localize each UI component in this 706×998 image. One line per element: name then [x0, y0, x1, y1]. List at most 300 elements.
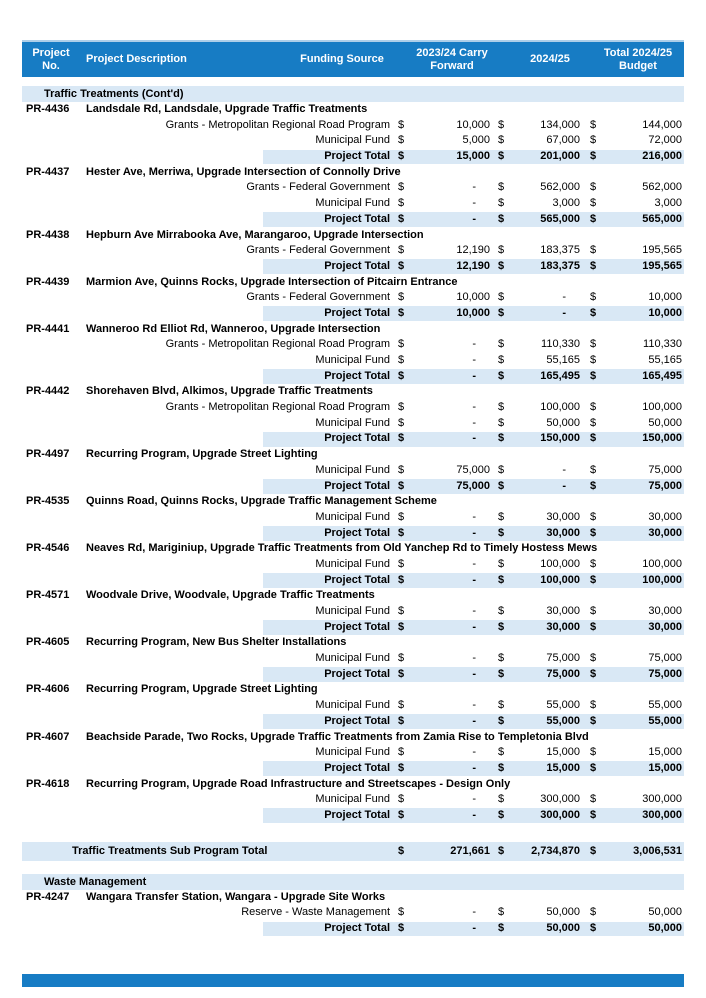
project-total-row [22, 667, 684, 683]
total-budget-amount: 30,000 [648, 510, 682, 523]
currency-symbol: $ [590, 573, 597, 586]
carry-forward-cell [398, 842, 490, 861]
project-description: Hepburn Ave Mirrabooka Ave, Marangaroo, Upgrade Intersection [86, 228, 424, 241]
year-2024-25-amount: 100,000 [540, 557, 580, 570]
total-budget-cell [590, 761, 682, 777]
year-2024-25-amount: 183,375 [540, 259, 580, 272]
currency-symbol: $ [398, 714, 405, 727]
carry-forward-amount: 10,000 [456, 306, 490, 319]
total-budget-cell [590, 667, 682, 683]
currency-symbol: $ [398, 197, 405, 210]
project-title-row [22, 494, 684, 510]
currency-symbol: $ [498, 118, 505, 131]
funding-line-row [22, 416, 684, 432]
currency-symbol: $ [498, 338, 505, 351]
funding-source-label: Project Total [324, 479, 390, 492]
carry-forward-amount: - [472, 510, 476, 523]
currency-symbol: $ [590, 354, 597, 366]
total-budget-cell [590, 149, 682, 165]
funding-source-label: Grants - Federal Government [246, 244, 390, 257]
project-number: PR-4442 [26, 385, 70, 398]
table-header-row [22, 40, 684, 77]
currency-symbol: $ [398, 338, 405, 351]
carry-forward-cell [398, 698, 490, 714]
total-budget-cell [590, 479, 682, 495]
funding-source-label: Municipal Fund [315, 652, 390, 665]
currency-symbol: $ [590, 479, 597, 492]
total-budget-amount: 10,000 [648, 306, 682, 319]
header-project-no: Project No. [32, 47, 70, 72]
total-budget-cell [590, 808, 682, 824]
project-title-row [22, 384, 684, 400]
currency-symbol: $ [590, 212, 597, 225]
carry-forward-cell [398, 133, 490, 149]
funding-source-label: Municipal Fund [315, 510, 390, 523]
year-2024-25-cell [498, 698, 580, 714]
funding-source-label: Grants - Metropolitan Regional Road Program [165, 118, 390, 131]
project-title-row [22, 322, 684, 338]
year-2024-25-cell [498, 337, 580, 353]
year-2024-25-cell [498, 510, 580, 526]
currency-symbol: $ [590, 844, 597, 857]
currency-symbol: $ [498, 667, 505, 680]
currency-symbol: $ [498, 620, 505, 633]
currency-symbol: $ [398, 416, 405, 429]
currency-symbol: $ [498, 526, 505, 539]
total-budget-cell [590, 698, 682, 714]
total-budget-amount: 100,000 [642, 401, 682, 414]
total-budget-amount: 75,000 [648, 463, 682, 476]
project-number: PR-4546 [26, 542, 70, 555]
carry-forward-amount: - [472, 605, 476, 617]
funding-source-label: Municipal Fund [315, 463, 390, 476]
total-budget-cell [590, 337, 682, 353]
project-number: PR-4535 [26, 495, 70, 508]
carry-forward-cell [398, 905, 490, 921]
total-budget-amount: 15,000 [648, 746, 682, 759]
currency-symbol: $ [498, 416, 505, 429]
page-footer-bar [22, 974, 684, 987]
carry-forward-amount: - [472, 761, 476, 774]
total-budget-cell [590, 510, 682, 526]
carry-forward-amount: - [472, 416, 476, 429]
total-budget-amount: 216,000 [642, 150, 682, 163]
funding-source-label: Project Total [324, 150, 390, 163]
total-budget-amount: 3,000 [654, 197, 682, 210]
total-budget-cell [590, 353, 682, 369]
header-2024-25: 2024/25 [530, 53, 570, 66]
year-2024-25-cell [498, 118, 580, 134]
carry-forward-amount: - [472, 922, 476, 934]
carry-forward-cell [398, 353, 490, 369]
total-budget-cell [590, 526, 682, 542]
funding-source-label: Grants - Metropolitan Regional Road Program [165, 338, 390, 351]
total-budget-cell [590, 180, 682, 196]
project-total-row [22, 306, 684, 322]
carry-forward-cell [398, 400, 490, 416]
funding-source-label: Municipal Fund [315, 746, 390, 759]
project-number: PR-4571 [26, 589, 70, 602]
total-budget-cell [590, 921, 682, 937]
currency-symbol: $ [498, 306, 505, 319]
year-2024-25-cell [498, 745, 580, 761]
carry-forward-cell [398, 745, 490, 761]
total-budget-cell [590, 573, 682, 589]
year-2024-25-amount: 150,000 [540, 432, 580, 445]
currency-symbol: $ [398, 699, 405, 712]
year-2024-25-cell [498, 400, 580, 416]
total-budget-amount: 562,000 [642, 181, 682, 194]
project-number: PR-4618 [26, 777, 70, 790]
total-budget-amount: 30,000 [648, 526, 682, 539]
project-total-row [22, 259, 684, 275]
currency-symbol: $ [590, 793, 597, 806]
currency-symbol: $ [398, 526, 405, 539]
project-total-row [22, 808, 684, 824]
carry-forward-amount: - [472, 369, 476, 382]
currency-symbol: $ [398, 808, 405, 821]
funding-line-row [22, 557, 684, 573]
total-budget-cell [590, 463, 682, 479]
carry-forward-cell [398, 792, 490, 808]
currency-symbol: $ [398, 746, 405, 759]
year-2024-25-amount: - [562, 463, 566, 476]
carry-forward-cell [398, 526, 490, 542]
currency-symbol: $ [498, 714, 505, 727]
table-body [22, 86, 684, 937]
sub-program-total-label: Traffic Treatments Sub Program Total [72, 844, 268, 857]
carry-forward-amount: 12,190 [456, 244, 490, 257]
year-2024-25-amount: 50,000 [546, 922, 580, 934]
carry-forward-amount: - [472, 526, 476, 539]
funding-line-row [22, 196, 684, 212]
carry-forward-amount: 75,000 [456, 479, 490, 492]
currency-symbol: $ [498, 197, 505, 210]
funding-line-row [22, 180, 684, 196]
project-title-row [22, 541, 684, 557]
year-2024-25-cell [498, 479, 580, 495]
year-2024-25-amount: 2,734,870 [531, 844, 580, 857]
currency-symbol: $ [590, 746, 597, 759]
carry-forward-cell [398, 808, 490, 824]
year-2024-25-amount: 3,000 [552, 197, 580, 210]
currency-symbol: $ [590, 714, 597, 727]
funding-source-label: Project Total [324, 714, 390, 727]
currency-symbol: $ [398, 306, 405, 319]
carry-forward-amount: 10,000 [456, 291, 490, 304]
currency-symbol: $ [590, 605, 597, 617]
year-2024-25-amount: 100,000 [540, 573, 580, 586]
total-budget-cell [590, 306, 682, 322]
funding-source-label: Project Total [324, 808, 390, 821]
funding-source-label: Project Total [324, 620, 390, 633]
project-title-row [22, 275, 684, 291]
year-2024-25-cell [498, 792, 580, 808]
project-title-row [22, 682, 684, 698]
carry-forward-amount: 75,000 [456, 463, 490, 476]
currency-symbol: $ [498, 573, 505, 586]
year-2024-25-amount: 15,000 [546, 746, 580, 759]
funding-source-label: Grants - Metropolitan Regional Road Program [165, 401, 390, 414]
total-budget-amount: 15,000 [648, 761, 682, 774]
project-description: Recurring Program, Upgrade Street Lighting [86, 683, 318, 696]
total-budget-cell [590, 714, 682, 730]
currency-symbol: $ [498, 259, 505, 272]
project-description: Beachside Parade, Two Rocks, Upgrade Traffic Treatments from Zamia Rise to Templetonia Blvd [86, 730, 589, 743]
total-budget-cell [590, 118, 682, 134]
project-number: PR-4605 [26, 636, 70, 649]
carry-forward-amount: - [472, 212, 476, 225]
carry-forward-amount: 15,000 [456, 150, 490, 163]
section-header-row [22, 874, 684, 890]
project-number: PR-4247 [26, 890, 70, 903]
project-description: Woodvale Drive, Woodvale, Upgrade Traffic Treatments [86, 589, 375, 602]
funding-source-label: Project Total [324, 526, 390, 539]
currency-symbol: $ [590, 808, 597, 821]
currency-symbol: $ [498, 922, 505, 934]
funding-line-row [22, 290, 684, 306]
carry-forward-cell [398, 761, 490, 777]
total-budget-cell [590, 133, 682, 149]
carry-forward-amount: - [472, 793, 476, 806]
funding-source-label: Municipal Fund [315, 416, 390, 429]
currency-symbol: $ [590, 922, 597, 934]
currency-symbol: $ [398, 244, 405, 257]
carry-forward-amount: - [472, 620, 476, 633]
total-budget-amount: 3,006,531 [633, 844, 682, 857]
year-2024-25-amount: 75,000 [546, 667, 580, 680]
year-2024-25-cell [498, 921, 580, 937]
currency-symbol: $ [398, 401, 405, 414]
currency-symbol: $ [398, 463, 405, 476]
carry-forward-cell [398, 620, 490, 636]
total-budget-cell [590, 369, 682, 385]
currency-symbol: $ [498, 432, 505, 445]
carry-forward-cell [398, 369, 490, 385]
funding-line-row [22, 792, 684, 808]
header-carry-forward: 2023/24 Carry Forward [416, 47, 488, 72]
funding-source-label: Project Total [324, 667, 390, 680]
section-title: Waste Management [44, 875, 147, 888]
funding-source-label: Project Total [324, 573, 390, 586]
currency-symbol: $ [590, 906, 597, 919]
currency-symbol: $ [398, 150, 405, 163]
carry-forward-cell [398, 479, 490, 495]
header-project-description: Project Description [86, 53, 187, 66]
header-funding-source: Funding Source [300, 53, 384, 66]
year-2024-25-cell [498, 463, 580, 479]
year-2024-25-cell [498, 557, 580, 573]
total-budget-amount: 144,000 [642, 118, 682, 131]
carry-forward-amount: - [472, 906, 476, 919]
project-number: PR-4606 [26, 683, 70, 696]
funding-line-row [22, 510, 684, 526]
year-2024-25-cell [498, 306, 580, 322]
carry-forward-cell [398, 149, 490, 165]
total-budget-amount: 300,000 [642, 793, 682, 806]
project-total-row [22, 479, 684, 495]
year-2024-25-amount: 165,495 [540, 369, 580, 382]
currency-symbol: $ [590, 291, 597, 304]
currency-symbol: $ [398, 479, 405, 492]
year-2024-25-cell [498, 149, 580, 165]
year-2024-25-amount: 300,000 [540, 808, 580, 821]
funding-source-label: Project Total [324, 259, 390, 272]
currency-symbol: $ [398, 291, 405, 304]
sub-program-total-row [22, 842, 684, 861]
currency-symbol: $ [398, 922, 405, 934]
currency-symbol: $ [498, 510, 505, 523]
project-number: PR-4436 [26, 103, 70, 115]
currency-symbol: $ [398, 354, 405, 366]
carry-forward-amount: - [472, 808, 476, 821]
total-budget-amount: 150,000 [642, 432, 682, 445]
funding-source-label: Grants - Federal Government [246, 291, 390, 304]
project-total-row [22, 573, 684, 589]
project-title-row [22, 165, 684, 181]
funding-source-label: Municipal Fund [315, 605, 390, 617]
total-budget-cell [590, 400, 682, 416]
total-budget-cell [590, 212, 682, 228]
currency-symbol: $ [590, 338, 597, 351]
project-total-row [22, 149, 684, 165]
currency-symbol: $ [590, 259, 597, 272]
currency-symbol: $ [498, 793, 505, 806]
funding-source-label: Project Total [324, 369, 390, 382]
carry-forward-cell [398, 557, 490, 573]
carry-forward-cell [398, 667, 490, 683]
funding-line-row [22, 651, 684, 667]
project-description: Landsdale Rd, Landsdale, Upgrade Traffic Treatments [86, 103, 368, 115]
currency-symbol: $ [498, 479, 505, 492]
project-total-row [22, 761, 684, 777]
carry-forward-cell [398, 921, 490, 937]
project-description: Recurring Program, Upgrade Road Infrastructure and Streetscapes - Design Only [86, 777, 511, 790]
total-budget-amount: 55,165 [648, 354, 682, 366]
currency-symbol: $ [590, 134, 597, 147]
project-description: Quinns Road, Quinns Rocks, Upgrade Traffic Management Scheme [86, 495, 437, 508]
total-budget-amount: 50,000 [648, 922, 682, 934]
project-number: PR-4607 [26, 730, 70, 743]
project-number: PR-4439 [26, 275, 70, 288]
project-title-row [22, 777, 684, 793]
total-budget-cell [590, 604, 682, 620]
funding-source-label: Project Total [324, 432, 390, 445]
funding-line-row [22, 400, 684, 416]
carry-forward-amount: 5,000 [462, 134, 490, 147]
currency-symbol: $ [498, 354, 505, 366]
currency-symbol: $ [398, 620, 405, 633]
carry-forward-amount: 12,190 [456, 259, 490, 272]
project-description: Recurring Program, New Bus Shelter Installations [86, 636, 347, 649]
funding-source-label: Municipal Fund [315, 197, 390, 210]
year-2024-25-cell [498, 620, 580, 636]
carry-forward-amount: - [472, 354, 476, 366]
year-2024-25-cell [498, 369, 580, 385]
project-number: PR-4438 [26, 228, 70, 241]
currency-symbol: $ [398, 212, 405, 225]
project-description: Hester Ave, Merriwa, Upgrade Intersection of Connolly Drive [86, 165, 401, 178]
total-budget-amount: 55,000 [648, 699, 682, 712]
year-2024-25-amount: 50,000 [546, 416, 580, 429]
total-budget-cell [590, 196, 682, 212]
year-2024-25-cell [498, 290, 580, 306]
carry-forward-cell [398, 337, 490, 353]
funding-source-label: Municipal Fund [315, 793, 390, 806]
carry-forward-amount: - [472, 746, 476, 759]
currency-symbol: $ [398, 605, 405, 617]
currency-symbol: $ [590, 401, 597, 414]
carry-forward-amount: - [472, 667, 476, 680]
project-description: Recurring Program, Upgrade Street Lighting [86, 448, 318, 461]
total-budget-cell [590, 792, 682, 808]
funding-source-label: Project Total [324, 761, 390, 774]
year-2024-25-amount: 30,000 [546, 526, 580, 539]
year-2024-25-amount: - [562, 306, 566, 319]
year-2024-25-amount: - [562, 479, 566, 492]
carry-forward-amount: - [472, 699, 476, 712]
carry-forward-cell [398, 243, 490, 259]
carry-forward-amount: - [472, 432, 476, 445]
total-budget-cell [590, 431, 682, 447]
year-2024-25-amount: 30,000 [546, 620, 580, 633]
funding-source-label: Project Total [324, 212, 390, 225]
currency-symbol: $ [498, 244, 505, 257]
carry-forward-cell [398, 714, 490, 730]
project-total-row [22, 526, 684, 542]
currency-symbol: $ [590, 526, 597, 539]
project-total-row [22, 714, 684, 730]
carry-forward-cell [398, 196, 490, 212]
total-budget-amount: 30,000 [648, 605, 682, 617]
project-total-row [22, 921, 684, 937]
total-budget-amount: 75,000 [648, 652, 682, 665]
currency-symbol: $ [398, 557, 405, 570]
currency-symbol: $ [398, 510, 405, 523]
year-2024-25-amount: 75,000 [546, 652, 580, 665]
year-2024-25-cell [498, 761, 580, 777]
currency-symbol: $ [498, 761, 505, 774]
header-total-budget: Total 2024/25 Budget [603, 47, 673, 72]
carry-forward-amount: 10,000 [456, 118, 490, 131]
project-total-row [22, 620, 684, 636]
year-2024-25-amount: 100,000 [540, 401, 580, 414]
currency-symbol: $ [590, 652, 597, 665]
funding-source-label: Municipal Fund [315, 134, 390, 147]
carry-forward-cell [398, 463, 490, 479]
carry-forward-cell [398, 180, 490, 196]
currency-symbol: $ [398, 761, 405, 774]
currency-symbol: $ [498, 212, 505, 225]
funding-line-row [22, 353, 684, 369]
currency-symbol: $ [590, 118, 597, 131]
carry-forward-cell [398, 416, 490, 432]
year-2024-25-cell [498, 651, 580, 667]
year-2024-25-amount: 55,000 [546, 714, 580, 727]
carry-forward-amount: - [472, 338, 476, 351]
project-description: Neaves Rd, Mariginiup, Upgrade Traffic Treatments from Old Yanchep Rd to Timely Hostess Mews [86, 542, 598, 555]
year-2024-25-amount: 183,375 [540, 244, 580, 257]
currency-symbol: $ [398, 134, 405, 147]
year-2024-25-cell [498, 667, 580, 683]
currency-symbol: $ [398, 667, 405, 680]
currency-symbol: $ [498, 291, 505, 304]
year-2024-25-cell [498, 212, 580, 228]
project-description: Wangara Transfer Station, Wangara - Upgrade Site Works [86, 890, 386, 903]
year-2024-25-cell [498, 243, 580, 259]
carry-forward-cell [398, 212, 490, 228]
project-description: Marmion Ave, Quinns Rocks, Upgrade Intersection of Pitcairn Entrance [86, 275, 458, 288]
